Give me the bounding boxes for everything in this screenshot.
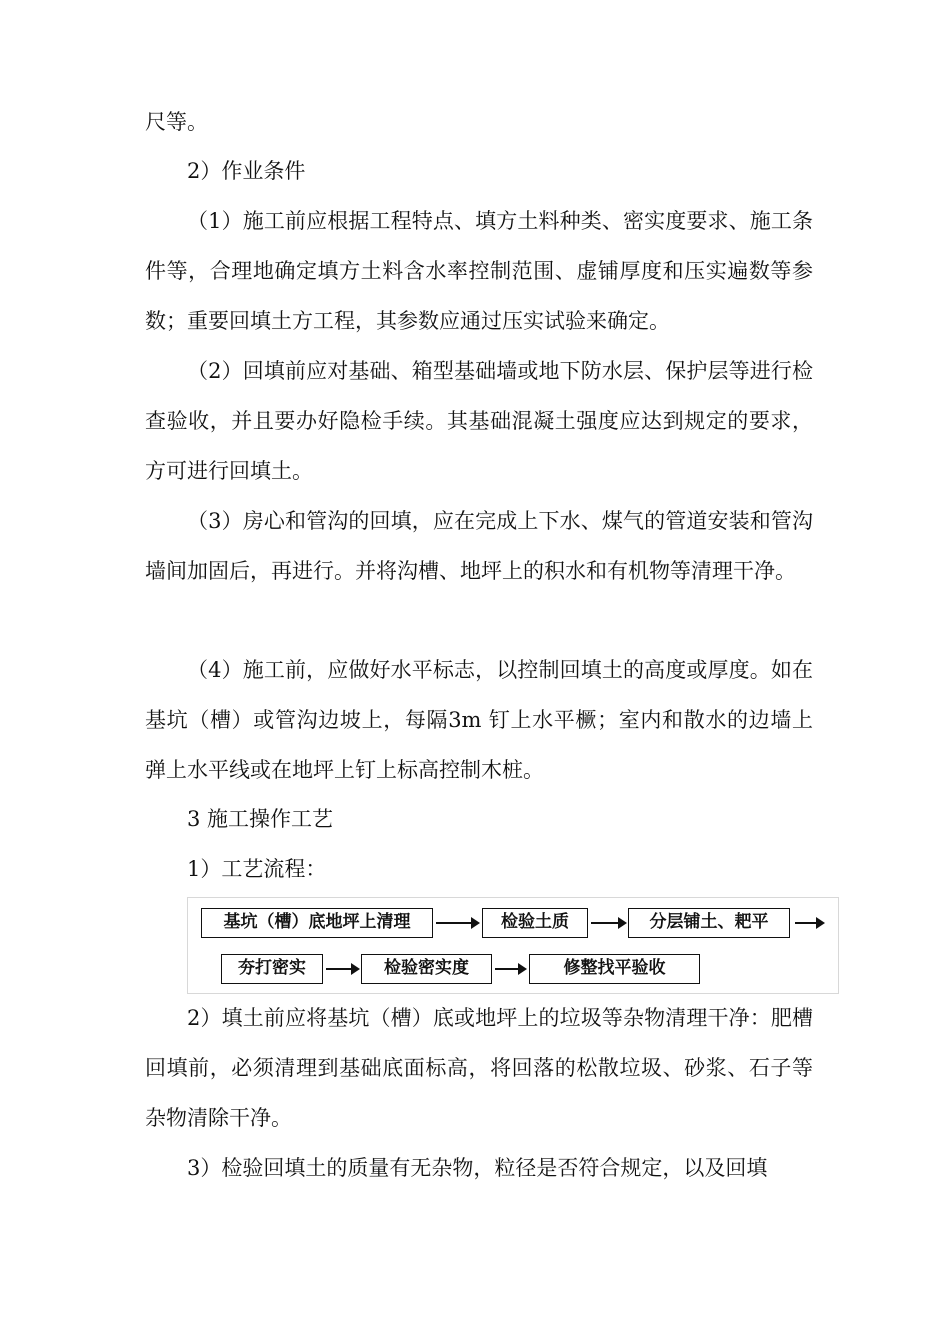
flow-node-finish-accept: 修整找平验收 [529,954,700,984]
flow-node-spread-level: 分层铺土、耙平 [628,908,790,938]
heading-process-flow: 1）工艺流程： [187,857,327,881]
flow-arrow [591,922,619,924]
flow-arrow [795,922,817,924]
paragraph-continuation: 尺等。 [145,110,208,134]
flow-node-check-density: 检验密实度 [361,954,492,984]
flow-arrow [436,922,472,924]
heading-work-conditions: 2）作业条件 [187,159,306,183]
flow-arrow [326,968,352,970]
paragraph-step-3: 3）检验回填土的质量有无杂物，粒径是否符合规定，以及回填 [187,1156,768,1180]
paragraph-condition-3: （3）房心和管沟的回填，应在完成上下水、煤气的管道安装和管沟墙间加固后，再进行。并将沟槽、地坪上的积水和有机物等清理干净。 [145,509,813,583]
paragraph-condition-4: （4）施工前，应做好水平标志，以控制回填土的高度或厚度。如在基坑（槽）或管沟边坡上，每隔3m 钉上水平橛；室内和散水的边墙上弹上水平线或在地坪上钉上标高控制木桩。 [145,658,813,782]
paragraph-step-2: 2）填土前应将基坑（槽）底或地坪上的垃圾等杂物清理干净：肥槽回填前，必须清理到基础底面标高，将回落的松散垃圾、砂浆、石子等杂物清除干净。 [145,1006,813,1130]
flow-arrow [495,968,519,970]
flow-node-clean-pit: 基坑（槽）底地坪上清理 [201,908,433,938]
process-flowchart [187,897,839,994]
paragraph-condition-1: （1）施工前应根据工程特点、填方土料种类、密实度要求、施工条件等，合理地确定填方土料含水率控制范围、虚铺厚度和压实遍数等参数；重要回填土方工程，其参数应通过压实试验来确定。 [145,209,813,333]
paragraph-condition-2: （2）回填前应对基础、箱型基础墙或地下防水层、保护层等进行检查验收，并且要办好隐检手续。其基础混凝土强度应达到规定的要求，方可进行回填土。 [145,359,813,483]
heading-construction-process: 3 施工操作工艺 [187,807,334,831]
flow-node-compact: 夯打密实 [221,954,323,984]
flow-node-check-soil: 检验土质 [482,908,588,938]
